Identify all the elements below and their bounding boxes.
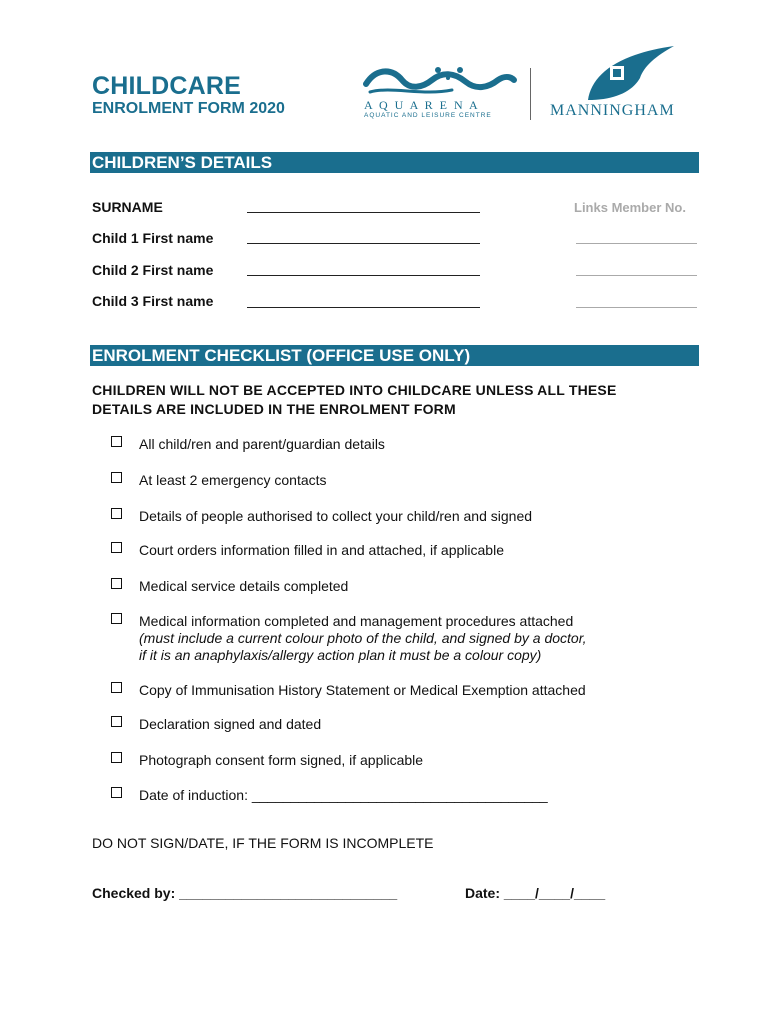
child2-field[interactable] xyxy=(247,275,480,276)
checkbox-declaration[interactable] xyxy=(111,716,122,727)
links-member-label: Links Member No. xyxy=(574,200,686,215)
medical-note-line-1: (must include a current colour photo of the child, and signed by a doctor, xyxy=(139,630,587,646)
section-enrolment-checklist: ENROLMENT CHECKLIST (OFFICE USE ONLY) xyxy=(90,345,699,366)
aquarena-logo xyxy=(362,62,517,122)
manningham-name: MANNINGHAM xyxy=(550,102,675,119)
child3-links-field[interactable] xyxy=(576,307,697,308)
child3-label: Child 3 First name xyxy=(92,293,214,309)
checklist-item-6-text: Medical information completed and management procedures attached xyxy=(139,613,574,629)
checkbox-emergency-contacts[interactable] xyxy=(111,472,122,483)
child1-links-field[interactable] xyxy=(576,243,697,244)
checkbox-medical-information[interactable] xyxy=(111,613,122,624)
child2-links-field[interactable] xyxy=(576,275,697,276)
checklist-item-7: Copy of Immunisation History Statement or Medical Exemption attached xyxy=(139,682,586,698)
checklist-item-2: At least 2 emergency contacts xyxy=(139,472,327,488)
date-field[interactable]: Date: ____/____/____ xyxy=(465,885,606,901)
child1-label: Child 1 First name xyxy=(92,230,214,246)
section-childrens-details: CHILDREN’S DETAILS xyxy=(90,152,699,173)
checklist-item-5: Medical service details completed xyxy=(139,578,349,594)
surname-label: SURNAME xyxy=(92,199,163,215)
warning-line-2: DETAILS ARE INCLUDED IN THE ENROLMENT FORM xyxy=(92,401,456,417)
checklist-item-9: Photograph consent form signed, if applicable xyxy=(139,752,424,768)
checkbox-medical-service[interactable] xyxy=(111,578,122,589)
incomplete-notice: DO NOT SIGN/DATE, IF THE FORM IS INCOMPLETE xyxy=(92,835,434,851)
checkbox-immunisation[interactable] xyxy=(111,682,122,693)
form-title: CHILDCARE xyxy=(92,72,242,100)
checkbox-court-orders[interactable] xyxy=(111,542,122,553)
manningham-leaf-icon xyxy=(548,44,698,102)
checklist-item-6 xyxy=(139,613,587,664)
checkbox-details[interactable] xyxy=(111,436,122,447)
checklist-item-1: All child/ren and parent/guardian details xyxy=(139,436,385,452)
manningham-logo xyxy=(548,44,698,120)
form-subtitle: ENROLMENT FORM 2020 xyxy=(92,100,285,117)
checkbox-induction-date[interactable] xyxy=(111,787,122,798)
checked-by-field[interactable]: Checked by: ____________________________ xyxy=(92,885,398,901)
aquarena-tagline: AQUATIC AND LEISURE CENTRE xyxy=(364,112,492,119)
aquarena-name: A Q U A R E N A xyxy=(364,98,480,112)
checklist-item-3: Details of people authorised to collect your child/ren and signed xyxy=(139,508,533,524)
checkbox-photograph-consent[interactable] xyxy=(111,752,122,763)
logo-divider xyxy=(530,68,531,120)
checkbox-authorised-people[interactable] xyxy=(111,508,122,519)
checklist-item-8: Declaration signed and dated xyxy=(139,716,322,732)
checklist-warning xyxy=(92,381,617,419)
child3-field[interactable] xyxy=(247,307,480,308)
checklist-item-4: Court orders information filled in and attached, if applicable xyxy=(139,542,504,558)
surname-field[interactable] xyxy=(247,212,480,213)
child1-field[interactable] xyxy=(247,243,480,244)
child2-label: Child 2 First name xyxy=(92,262,214,278)
warning-line-1: CHILDREN WILL NOT BE ACCEPTED INTO CHILDCARE UNLESS ALL THESE xyxy=(92,382,617,398)
checklist-item-10: Date of induction: ______________________________________ xyxy=(139,787,548,803)
medical-note-line-2: if it is an anaphylaxis/allergy action plan it must be a colour copy) xyxy=(139,647,542,663)
aquarena-wave-icon xyxy=(362,62,517,102)
